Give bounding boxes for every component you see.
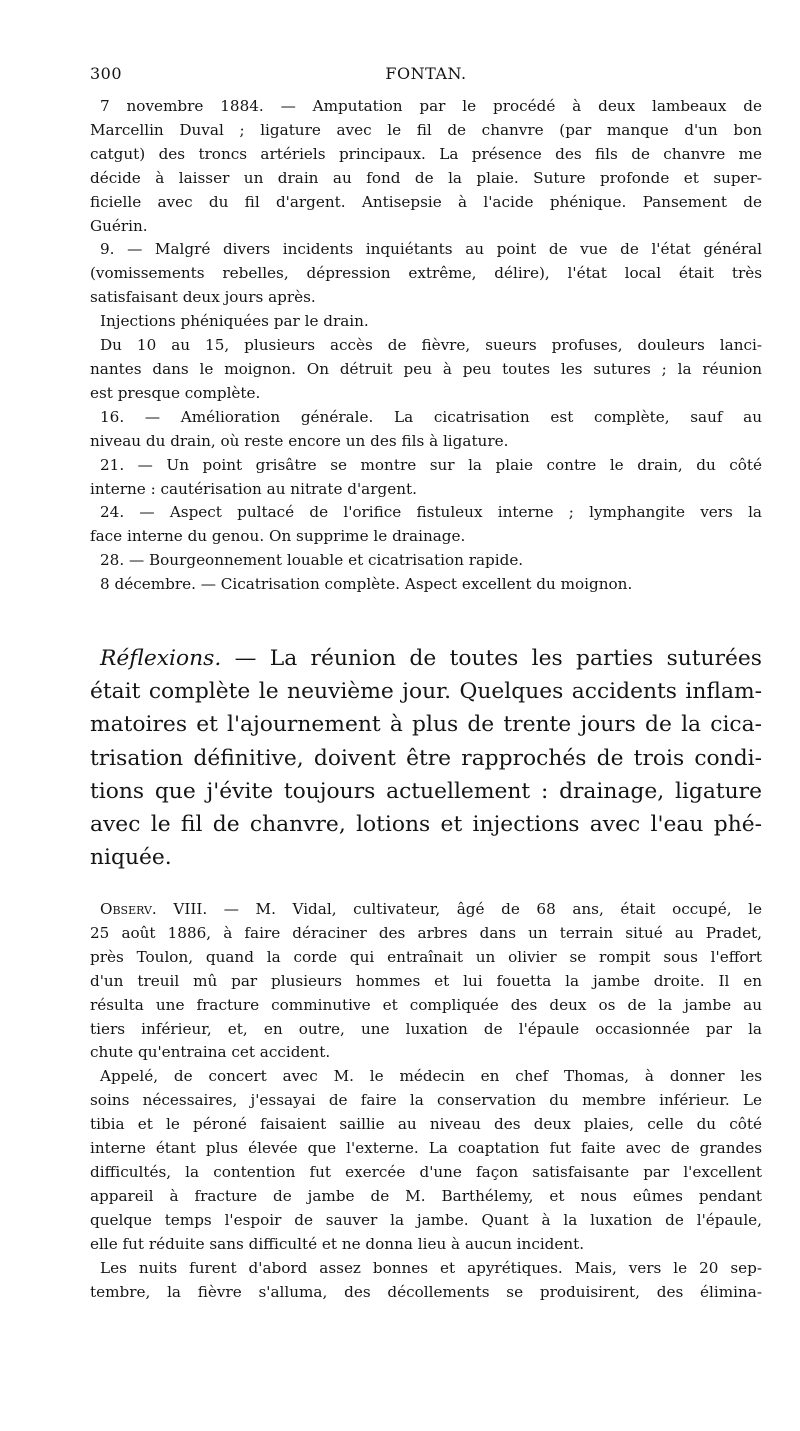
text-line: nantes dans le moignon. On détruit peu à peu toutes les sutures ; la réunion — [90, 359, 762, 378]
text-line: Injections phéniquées par le drain. — [100, 312, 369, 331]
text-line: 21. — Un point grisâtre se montre sur la plaie contre le drain, du côté — [100, 455, 762, 474]
text-line: interne étant plus élevée que l'externe. La coaptation fut faite avec de grandes — [90, 1139, 762, 1158]
text-line: niveau du drain, où reste encore un des fils à ligature. — [90, 431, 509, 450]
reflexions-paragraph — [90, 642, 762, 874]
text-line: chute qu'entraina cet accident. — [90, 1043, 331, 1062]
text-line: Réflexions. — La réunion de toutes les parties suturées — [100, 646, 762, 671]
text-line: 24. — Aspect pultacé de l'orifice fistuleux interne ; lymphangite vers la — [100, 503, 762, 522]
text-line: tiers inférieur, et, en outre, une luxation de l'épaule occasionnée par la — [90, 1019, 762, 1038]
text-line: décide à laisser un drain au fond de la plaie. Suture profonde et super- — [90, 168, 762, 187]
text-line: tembre, la fièvre s'alluma, des décollements se produisirent, des élimina- — [90, 1282, 762, 1301]
text-line: est presque complète. — [90, 383, 261, 402]
text-line: 16. — Amélioration générale. La cicatrisation est complète, sauf au — [100, 407, 762, 426]
text-line: d'un treuil mû par plusieurs hommes et lui fouetta la jambe droite. Il en — [90, 971, 762, 990]
page-number: 300 — [90, 64, 123, 83]
text-line: quelque temps l'espoir de sauver la jambe. Quant à la luxation de l'épaule, — [90, 1210, 762, 1229]
text-line: 25 août 1886, à faire déraciner des arbres dans un terrain situé au Pradet, — [90, 923, 762, 942]
text-line: matoires et l'ajournement à plus de trente jours de la cica- — [90, 712, 762, 738]
text-line: (vomissements rebelles, dépression extrême, délire), l'état local était très — [90, 264, 762, 283]
reflexions-heading: Réflexions. — [100, 646, 222, 671]
text-line: 8 décembre. — Cicatrisation complète. Aspect excellent du moignon. — [100, 575, 633, 594]
text-line: catgut) des troncs artériels principaux. La présence des fils de chanvre me — [90, 144, 762, 163]
text-line: Guérin. — [90, 216, 148, 235]
text-line: 7 novembre 1884. — Amputation par le procédé à deux lambeaux de — [100, 97, 762, 115]
page-header — [90, 64, 762, 88]
text-line: niquée. — [90, 845, 172, 871]
text-line: satisfaisant deux jours après. — [90, 288, 316, 307]
observation-viii — [90, 898, 762, 1304]
text-line: tions que j'évite toujours actuellement : drainage, ligature — [90, 778, 762, 804]
text-line: était complète le neuvième jour. Quelques accidents inflam- — [90, 679, 762, 705]
text-line: Marcellin Duval ; ligature avec le fil de chanvre (par manque d'un bon — [90, 120, 762, 139]
running-title: FONTAN. — [385, 64, 467, 83]
text-line: Appelé, de concert avec M. le médecin en chef Thomas, à donner les — [100, 1067, 762, 1086]
text-line: soins nécessaires, j'essayai de faire la conservation du membre inférieur. Le — [90, 1091, 762, 1110]
text-line: interne : cautérisation au nitrate d'argent. — [90, 479, 417, 498]
text-line: face interne du genou. On supprime le drainage. — [90, 527, 466, 546]
text-line: ficielle avec du fil d'argent. Antisepsie à l'acide phénique. Pansement de — [90, 192, 762, 211]
text-line: avec le fil de chanvre, lotions et injections avec l'eau phé- — [90, 812, 762, 838]
text-line: appareil à fracture de jambe de M. Barthélemy, et nous eûmes pendant — [90, 1186, 762, 1205]
text-line: 9. — Malgré divers incidents inquiétants au point de vue de l'état général — [100, 240, 762, 259]
text-line: Les nuits furent d'abord assez bonnes et apyrétiques. Mais, vers le 20 sep- — [100, 1258, 762, 1277]
text-line: tibia et le péroné faisaient saillie au niveau des deux plaies, celle du côté — [90, 1115, 762, 1134]
observation-notes — [90, 95, 762, 597]
text-line: près Toulon, quand la corde qui entraînait un olivier se rompit sous l'effort — [90, 947, 762, 966]
text-line: résulta une fracture comminutive et compliquée des deux os de la jambe au — [90, 995, 762, 1014]
text-line: Observ. VIII. — M. Vidal, cultivateur, âgé de 68 ans, était occupé, le — [100, 900, 762, 918]
text-line: difficultés, la contention fut exercée d'une façon satisfaisante par l'excellent — [90, 1162, 762, 1181]
text-line: 28. — Bourgeonnement louable et cicatrisation rapide. — [100, 551, 524, 570]
text-line: elle fut réduite sans difficulté et ne donna lieu à aucun incident. — [90, 1234, 585, 1253]
text-line: trisation définitive, doivent être rapprochés de trois condi- — [90, 745, 762, 771]
text-line: Du 10 au 15, plusieurs accès de fièvre, sueurs profuses, douleurs lanci- — [100, 336, 762, 355]
observ-label: Observ. — [100, 900, 157, 918]
